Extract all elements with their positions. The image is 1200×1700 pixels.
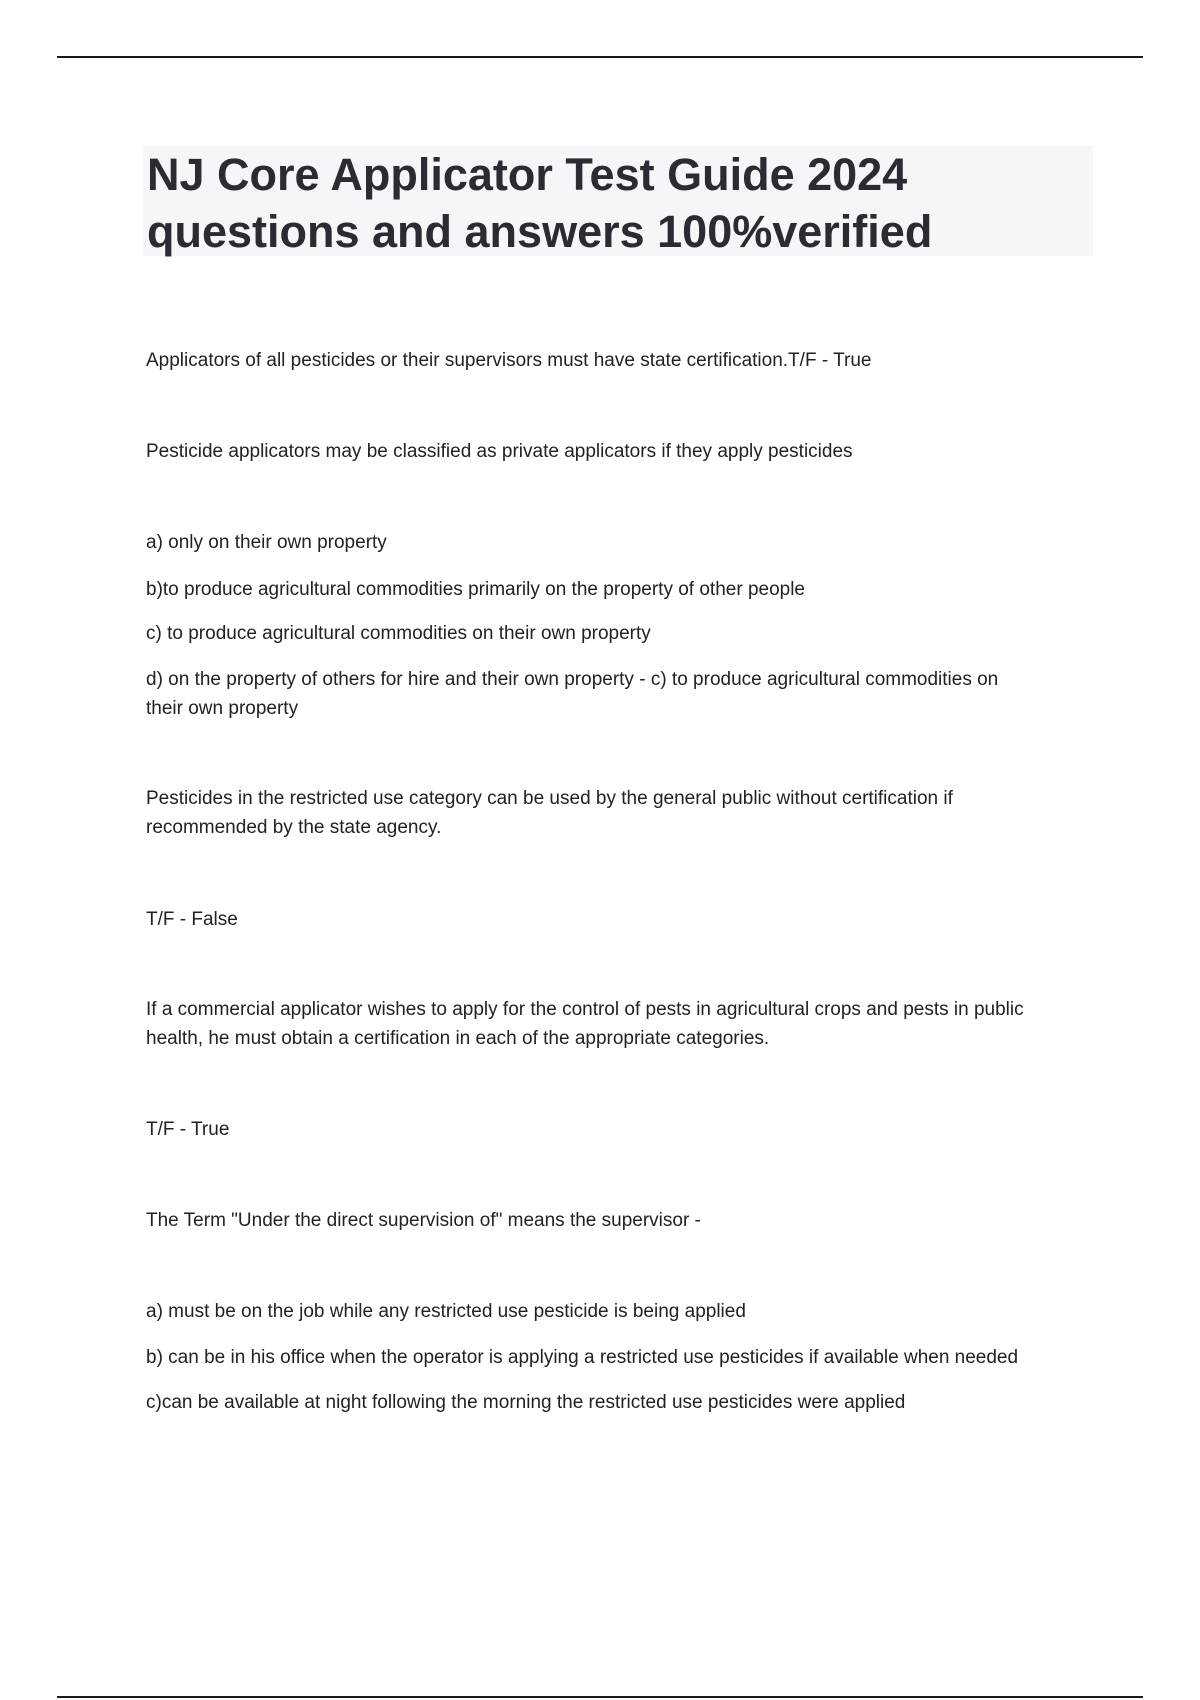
question-2-option-c: c) to produce agricultural commodities on their own property (146, 623, 651, 644)
question-5-option-c: c)can be available at night following the morning the restricted use pesticides were applied (146, 1392, 906, 1413)
question-5-stem: The Term "Under the direct supervision of" means the supervisor - (146, 1210, 701, 1231)
question-3-answer: T/F - False (146, 909, 238, 930)
question-3-stem (146, 784, 1096, 842)
question-1: Applicators of all pesticides or their supervisors must have state certification.T/F - True (146, 350, 872, 371)
question-4-stem-line-1: If a commercial applicator wishes to apply for the control of pests in agricultural crops and pests in public (146, 999, 1024, 1020)
question-2-option-d-line-1: d) on the property of others for hire and their own property - c) to produce agricultural commodities on (146, 669, 999, 690)
bottom-rule (57, 1696, 1143, 1698)
question-2-option-d-line-2: their own property (146, 698, 299, 719)
question-3-stem-line-2: recommended by the state agency. (146, 817, 442, 838)
question-2-option-a: a) only on their own property (146, 532, 387, 553)
question-4-answer: T/F - True (146, 1119, 230, 1140)
question-4-stem-line-2: health, he must obtain a certification in each of the appropriate categories. (146, 1028, 770, 1049)
question-2-option-b: b)to produce agricultural commodities primarily on the property of other people (146, 579, 805, 600)
document-title-line-1: NJ Core Applicator Test Guide 2024 (147, 149, 908, 200)
question-2-stem: Pesticide applicators may be classified as private applicators if they apply pesticides (146, 441, 853, 462)
document-title (147, 146, 1087, 260)
question-5-option-b: b) can be in his office when the operator is applying a restricted use pesticides if available when needed (146, 1347, 1019, 1368)
document-title-line-2: questions and answers 100%verified (147, 206, 933, 257)
question-4-stem (146, 995, 1096, 1053)
question-3-stem-line-1: Pesticides in the restricted use category can be used by the general public without certification if (146, 788, 953, 809)
question-5-option-a: a) must be on the job while any restricted use pesticide is being applied (146, 1301, 746, 1322)
question-2-option-d (146, 665, 1096, 723)
top-rule (57, 56, 1143, 58)
